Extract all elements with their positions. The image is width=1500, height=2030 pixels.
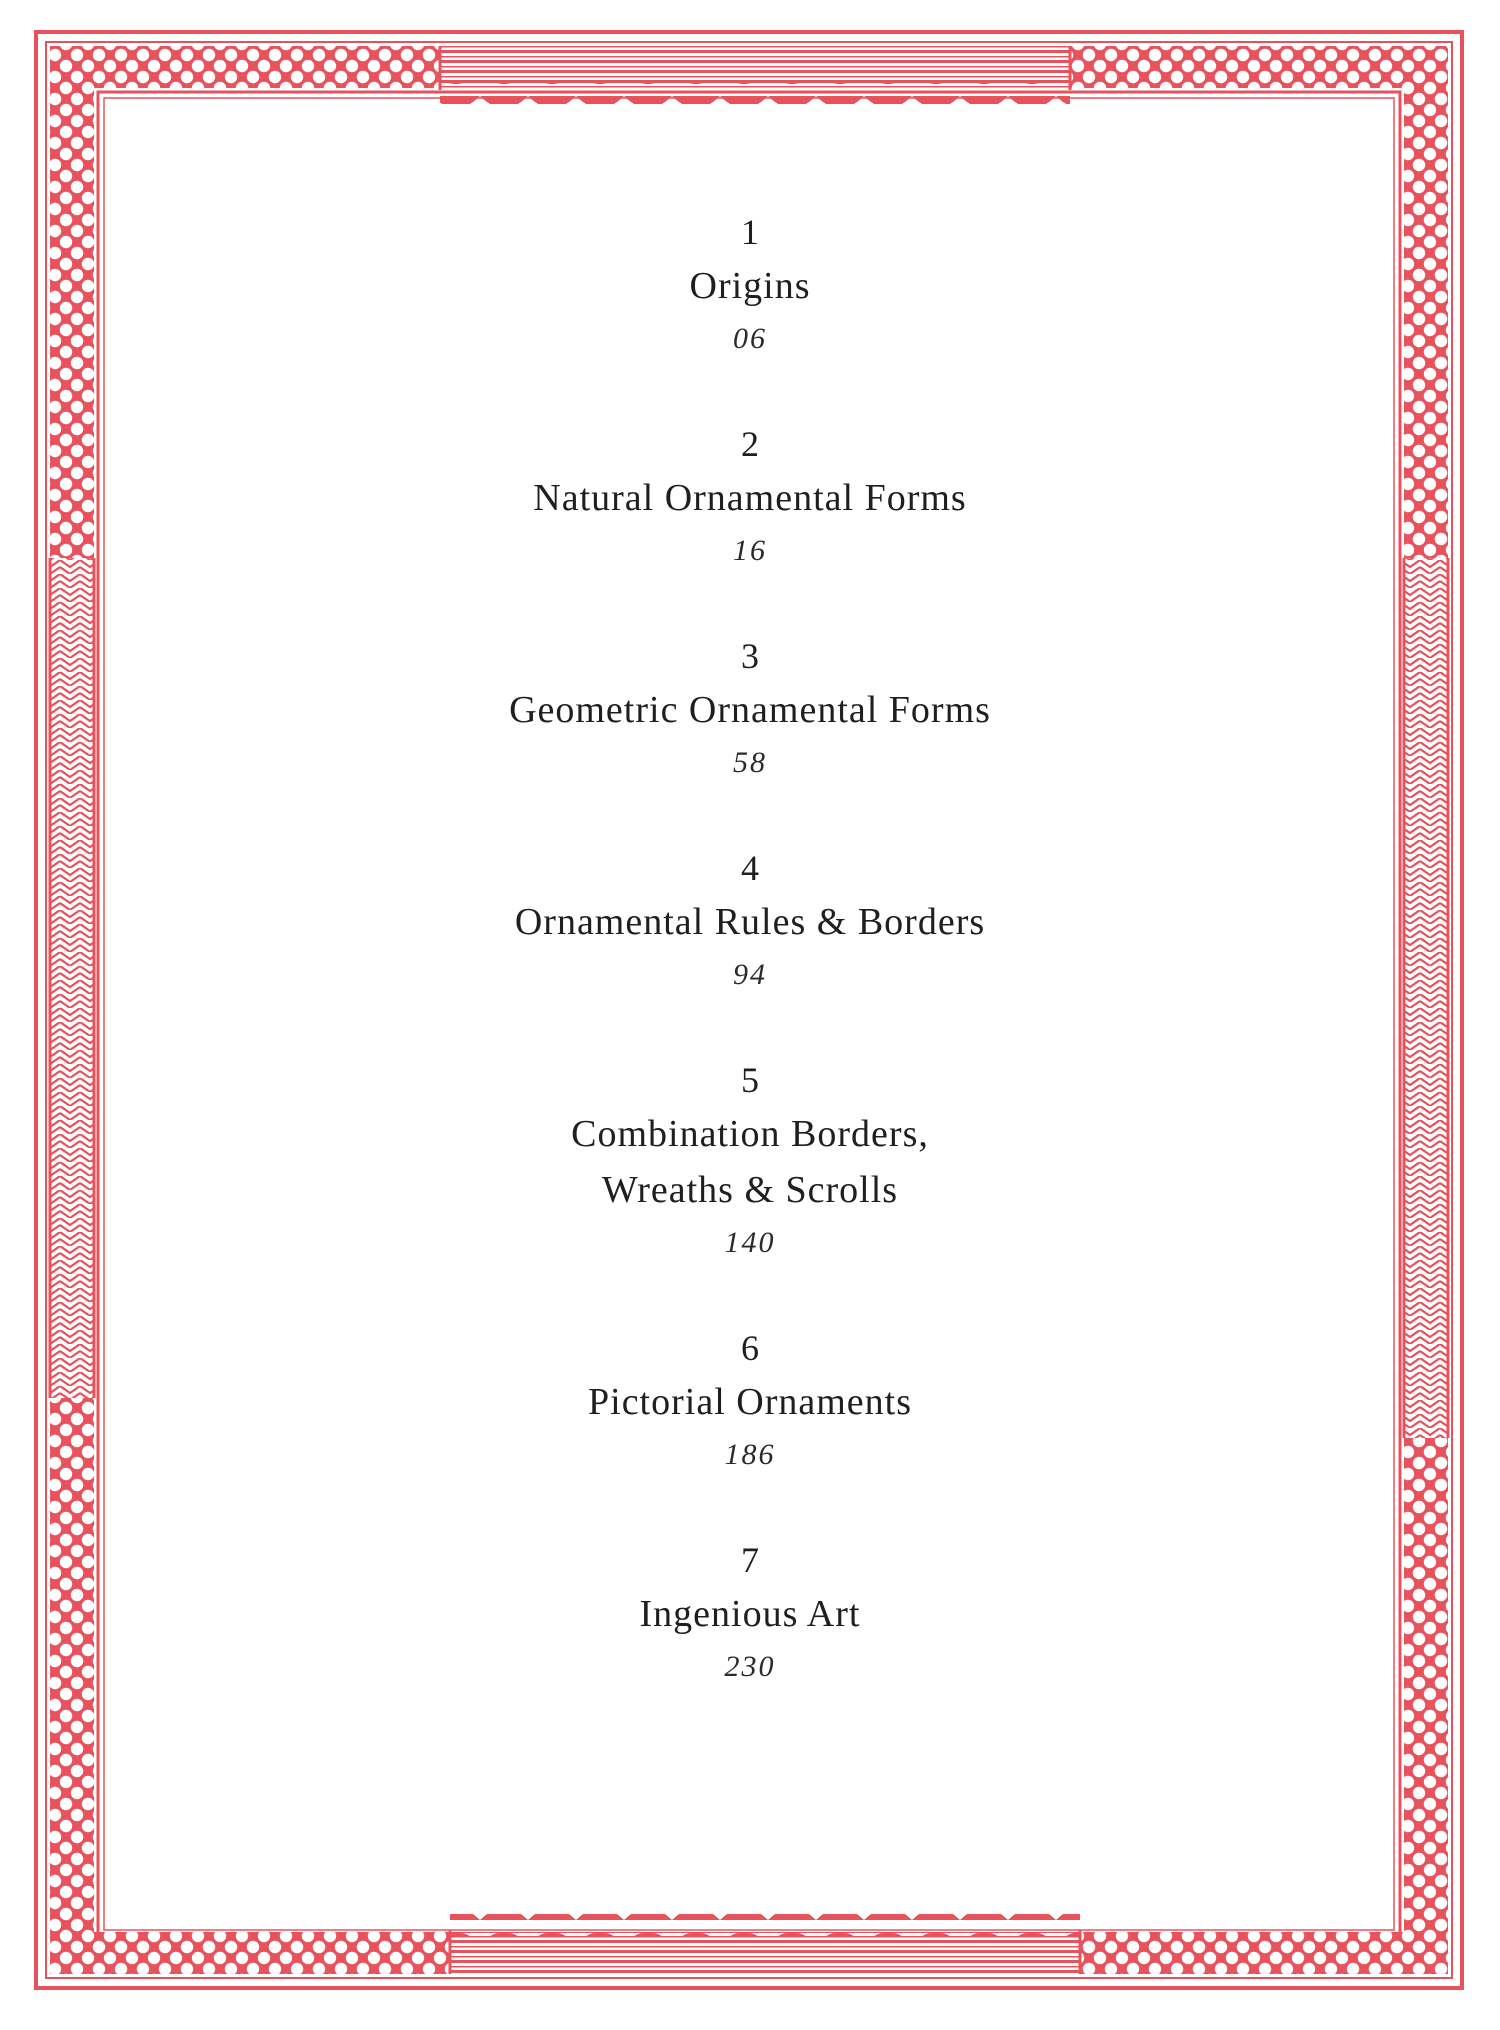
- chapter-title: Natural Ornamental Forms: [533, 477, 967, 519]
- chapter-page: 94: [733, 958, 767, 991]
- toc-entry-6[interactable]: [350, 1322, 1150, 1480]
- chapter-number: 1: [741, 212, 759, 252]
- chapter-number: 6: [741, 1328, 759, 1368]
- chapter-title: Pictorial Ornaments: [588, 1381, 912, 1423]
- chapter-page: 230: [724, 1650, 776, 1683]
- toc-entry-4[interactable]: [350, 842, 1150, 1000]
- chapter-title: Ingenious Art: [639, 1593, 861, 1635]
- toc-entry-5[interactable]: [350, 1054, 1150, 1268]
- chapter-number: 4: [741, 848, 759, 888]
- chapter-number: 5: [741, 1060, 759, 1100]
- toc-entry-3[interactable]: [350, 630, 1150, 788]
- chapter-page: 140: [724, 1226, 776, 1259]
- chapter-page: 06: [733, 322, 767, 355]
- toc-entry-7[interactable]: [350, 1534, 1150, 1692]
- chapter-title-line-2: Wreaths & Scrolls: [601, 1169, 899, 1211]
- chapter-number: 3: [741, 636, 759, 676]
- chapter-page: 58: [733, 746, 767, 779]
- toc-entry-1[interactable]: [350, 206, 1150, 364]
- chapter-title: Origins: [689, 265, 811, 307]
- chapter-page: 16: [733, 534, 767, 567]
- toc-entry-2[interactable]: [350, 418, 1150, 576]
- chapter-title: Geometric Ornamental Forms: [509, 689, 991, 731]
- chapter-page: 186: [724, 1438, 776, 1471]
- chapter-title: Ornamental Rules & Borders: [514, 901, 986, 943]
- chapter-number: 7: [741, 1540, 759, 1580]
- chapter-title-line-1: Combination Borders,: [571, 1113, 929, 1155]
- chapter-number: 2: [741, 424, 759, 464]
